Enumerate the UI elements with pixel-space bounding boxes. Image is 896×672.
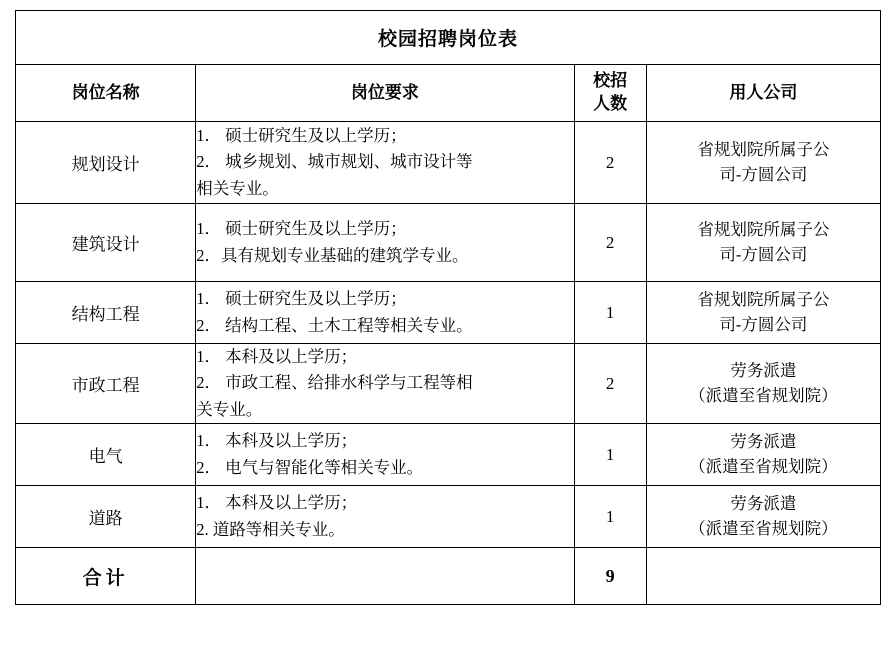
requirement-line: 2． 结构工程、土木工程等相关专业。 [196, 315, 473, 335]
job-count: 1 [574, 424, 646, 486]
table-row [16, 122, 881, 204]
company-line: 司-方圆公司 [719, 244, 808, 264]
table-row [16, 424, 881, 486]
table-row [16, 344, 881, 424]
requirement-line: 1． 硕士研究生及以上学历； [196, 289, 407, 309]
job-company [646, 204, 880, 282]
job-requirement [196, 204, 574, 282]
job-name: 规划设计 [16, 122, 196, 204]
job-requirement [196, 486, 574, 548]
column-header-count [574, 65, 646, 122]
table-header-row [16, 65, 881, 122]
job-count: 2 [574, 122, 646, 204]
job-company [646, 424, 880, 486]
company-line: 省规划院所属子公 [697, 219, 830, 239]
company-line: 省规划院所属子公 [697, 289, 830, 309]
requirement-line: 1． 硕士研究生及以上学历； [196, 219, 407, 239]
job-company [646, 122, 880, 204]
requirement-line: 2．具有规划专业基础的建筑学专业。 [196, 245, 469, 265]
job-company [646, 344, 880, 424]
company-line: 省规划院所属子公 [697, 139, 830, 159]
company-line: 劳务派遣 [730, 431, 797, 451]
requirement-line: 1． 本科及以上学历； [196, 493, 358, 513]
requirement-line: 2． 电气与智能化等相关专业。 [196, 457, 424, 477]
job-name: 结构工程 [16, 282, 196, 344]
column-header-count-line1: 校招 [593, 71, 628, 91]
table-title-row [16, 11, 881, 65]
table-row [16, 204, 881, 282]
campus-recruitment-table [15, 10, 881, 605]
job-company [646, 486, 880, 548]
requirement-line: 1． 本科及以上学历； [196, 347, 358, 366]
requirement-line: 2． 城乡规划、城市规划、城市设计等 [196, 152, 473, 172]
company-line: 司-方圆公司 [719, 314, 808, 334]
total-company [646, 548, 880, 605]
table-row [16, 282, 881, 344]
company-line: （派遣至省规划院） [689, 456, 838, 476]
total-count: 9 [574, 548, 646, 605]
job-count: 2 [574, 204, 646, 282]
company-line: 劳务派遣 [730, 360, 797, 380]
job-name: 市政工程 [16, 344, 196, 424]
requirement-line: 1． 本科及以上学历； [196, 431, 358, 451]
company-line: （派遣至省规划院） [689, 518, 838, 538]
job-count: 1 [574, 282, 646, 344]
job-count: 1 [574, 486, 646, 548]
requirement-line: 2. 道路等相关专业。 [196, 519, 345, 539]
page-title: 校园招聘岗位表 [16, 11, 881, 65]
job-name: 道路 [16, 486, 196, 548]
document-page [0, 10, 896, 672]
job-name: 电气 [16, 424, 196, 486]
job-requirement [196, 424, 574, 486]
job-requirement [196, 282, 574, 344]
job-requirement [196, 122, 574, 204]
company-line: （派遣至省规划院） [689, 385, 838, 405]
requirement-line: 相关专业。 [196, 178, 279, 198]
column-header-requirement: 岗位要求 [196, 65, 574, 122]
job-name: 建筑设计 [16, 204, 196, 282]
total-requirement [196, 548, 574, 605]
company-line: 司-方圆公司 [719, 164, 808, 184]
requirement-line: 2． 市政工程、给排水科学与工程等相 [196, 373, 473, 393]
column-header-count-line2: 人数 [593, 94, 628, 113]
company-line: 劳务派遣 [730, 493, 797, 513]
requirement-line: 关专业。 [196, 399, 263, 419]
table-total-row [16, 548, 881, 605]
requirement-line: 1． 硕士研究生及以上学历； [196, 125, 407, 145]
total-label: 合计 [16, 548, 196, 605]
table-row [16, 486, 881, 548]
job-count: 2 [574, 344, 646, 424]
job-company [646, 282, 880, 344]
column-header-company: 用人公司 [646, 65, 880, 122]
column-header-name: 岗位名称 [16, 65, 196, 122]
job-requirement [196, 344, 574, 424]
